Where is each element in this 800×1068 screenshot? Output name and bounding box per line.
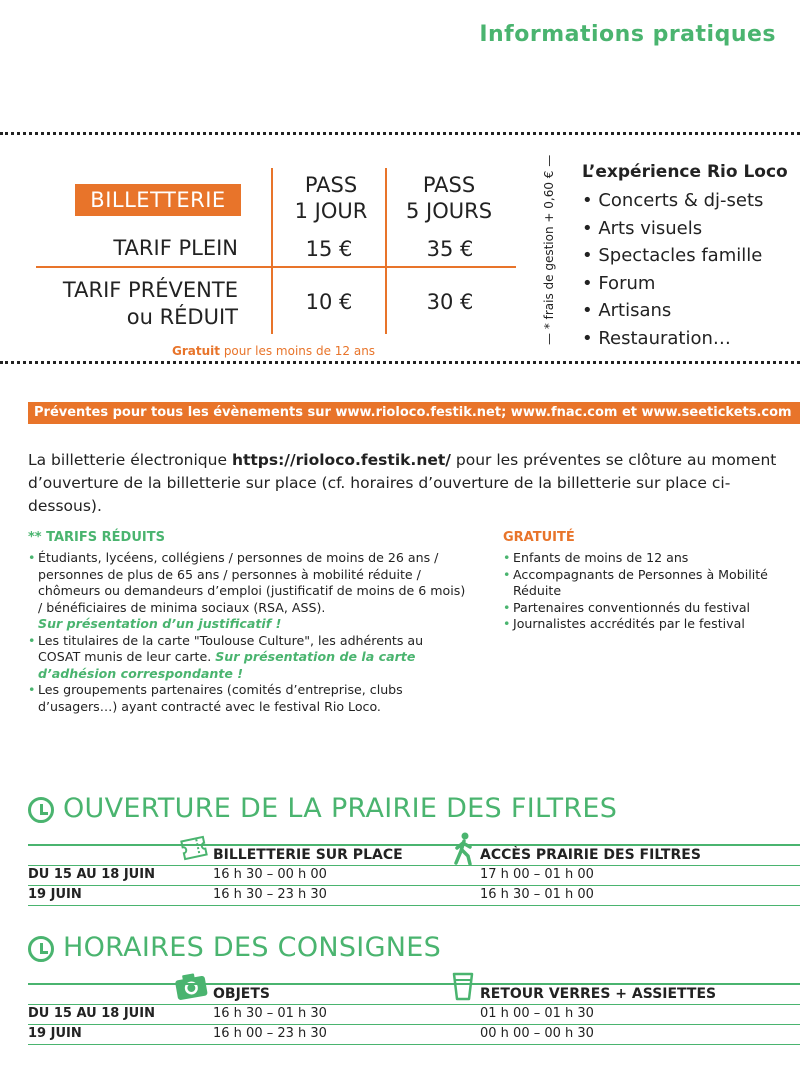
list-item: • Enfants de moins de 12 ans: [503, 550, 783, 567]
lockers-title: HORAIRES DES CONSIGNES: [63, 932, 442, 963]
presale-banner: Préventes pour tous les évènements sur www.rioloco.festik.net; www.fnac.com et www.seetickets.com: [28, 402, 800, 424]
reduced-prices-list: [28, 550, 468, 715]
table-cell: 16 h 30 – 01 h 00: [480, 887, 594, 902]
col-billetterie-sur-place: BILLETTERIE SUR PLACE: [213, 847, 403, 863]
cup-icon: [450, 970, 476, 1002]
list-item: • Spectacles famille: [582, 245, 763, 266]
free-entry-title: GRATUITÉ: [503, 530, 575, 545]
ticket-icon: [178, 832, 210, 864]
list-item: • Partenaires conventionnés du festival: [503, 600, 783, 617]
tarif-prevente-5-jours: 30 €: [426, 290, 474, 314]
table-line: [28, 865, 800, 866]
list-item: • Les titulaires de la carte "Toulouse Culture", les adhérents au COSAT munis de leur carte. Sur présentation de la carte d’adhésion correspondante !: [28, 633, 468, 683]
col-objets: OBJETS: [213, 986, 270, 1002]
fees-note: — * frais de gestion + 0,60 € —: [542, 154, 556, 345]
tarif-plein-label: TARIF PLEIN: [113, 236, 238, 260]
list-item: • Les groupements partenaires (comités d’entreprise, clubs d’usagers…) ayant contracté avec le festival Rio Loco.: [28, 682, 468, 715]
table-line: [28, 905, 800, 906]
table-cell: 00 h 00 – 00 h 30: [480, 1026, 594, 1041]
table-cell: 16 h 30 – 23 h 30: [213, 887, 327, 902]
table-cell: 16 h 00 – 23 h 30: [213, 1026, 327, 1041]
walking-person-icon: [452, 832, 476, 866]
clock-icon: [28, 797, 54, 823]
tarif-prevente-label: TARIF PRÉVENTE ou RÉDUIT: [62, 278, 238, 329]
free-entry-list: [503, 550, 783, 633]
experience-list: [582, 187, 763, 352]
festik-link[interactable]: https://rioloco.festik.net/: [231, 451, 451, 469]
dotted-divider-top: [0, 132, 800, 135]
list-item: • Forum: [582, 272, 656, 294]
camera-icon: [173, 970, 209, 1002]
table-row-label: 19 JUIN: [28, 1026, 82, 1041]
table-row-label: 19 JUIN: [28, 887, 82, 902]
table-cell: 17 h 00 – 01 h 00: [480, 867, 594, 882]
reduced-prices-title: ** TARIFS RÉDUITS: [28, 530, 165, 545]
table-line: [28, 885, 800, 886]
list-item: • Restauration…: [582, 327, 731, 349]
pass-1-jour-header: PASS 1 JOUR: [294, 173, 368, 223]
tarif-plein-1-jour: 15 €: [305, 237, 353, 261]
opening-hours-title: OUVERTURE DE LA PRAIRIE DES FILTRES: [63, 793, 618, 824]
intro-paragraph: La billetterie électronique https://rioloco.festik.net/ pour les préventes se clôture au moment d’ouverture de la billetterie sur place (cf. horaires d’ouverture de la billetterie sur place ci-dessous).: [28, 451, 777, 515]
col-retour-verres: RETOUR VERRES + ASSIETTES: [480, 986, 717, 1002]
table-row-label: DU 15 AU 18 JUIN: [28, 867, 155, 882]
table-divider-1: [271, 168, 273, 334]
dotted-divider-bottom: [0, 361, 800, 364]
list-item: • Concerts & dj-sets: [582, 190, 764, 211]
free-under-12-note: Gratuit pour les moins de 12 ans: [172, 344, 376, 358]
list-item: • Accompagnants de Personnes à Mobilité Réduite: [503, 567, 783, 600]
pass-5-jours-header: PASS 5 JOURS: [405, 173, 493, 223]
page-title: Informations pratiques: [479, 22, 776, 47]
experience-title: L’expérience Rio Loco: [582, 162, 788, 182]
list-item: • Artisans: [582, 300, 672, 321]
table-divider-2: [385, 168, 387, 334]
table-line: [28, 844, 800, 846]
table-cell: 16 h 30 – 01 h 30: [213, 1006, 327, 1021]
table-line: [28, 1044, 800, 1045]
billetterie-badge: BILLETTERIE: [75, 184, 241, 216]
clock-icon: [28, 936, 54, 962]
table-line: [28, 983, 800, 985]
list-item: • Arts visuels: [582, 217, 703, 239]
table-cell: 16 h 30 – 00 h 00: [213, 867, 327, 882]
table-line: [28, 1004, 800, 1005]
tarif-plein-5-jours: 35 €: [426, 237, 474, 261]
col-acces-prairie: ACCÈS PRAIRIE DES FILTRES: [480, 847, 701, 863]
table-line: [28, 1024, 800, 1025]
tarif-prevente-1-jour: 10 €: [305, 290, 353, 314]
list-item: • Journalistes accrédités par le festival: [503, 616, 783, 633]
table-cell: 01 h 00 – 01 h 30: [480, 1006, 594, 1021]
list-item: • Étudiants, lycéens, collégiens / personnes de moins de 26 ans / personnes de plus de 65 ans / personnes à mobilité réduite / chômeurs ou demandeurs d’emploi (justificatif de moins de 6 mois) / bénéficiaires de minima sociaux (RSA, ASS). Sur présentation d’un justificatif !: [28, 550, 468, 633]
table-row-label: DU 15 AU 18 JUIN: [28, 1006, 155, 1021]
table-row-divider: [36, 266, 516, 268]
